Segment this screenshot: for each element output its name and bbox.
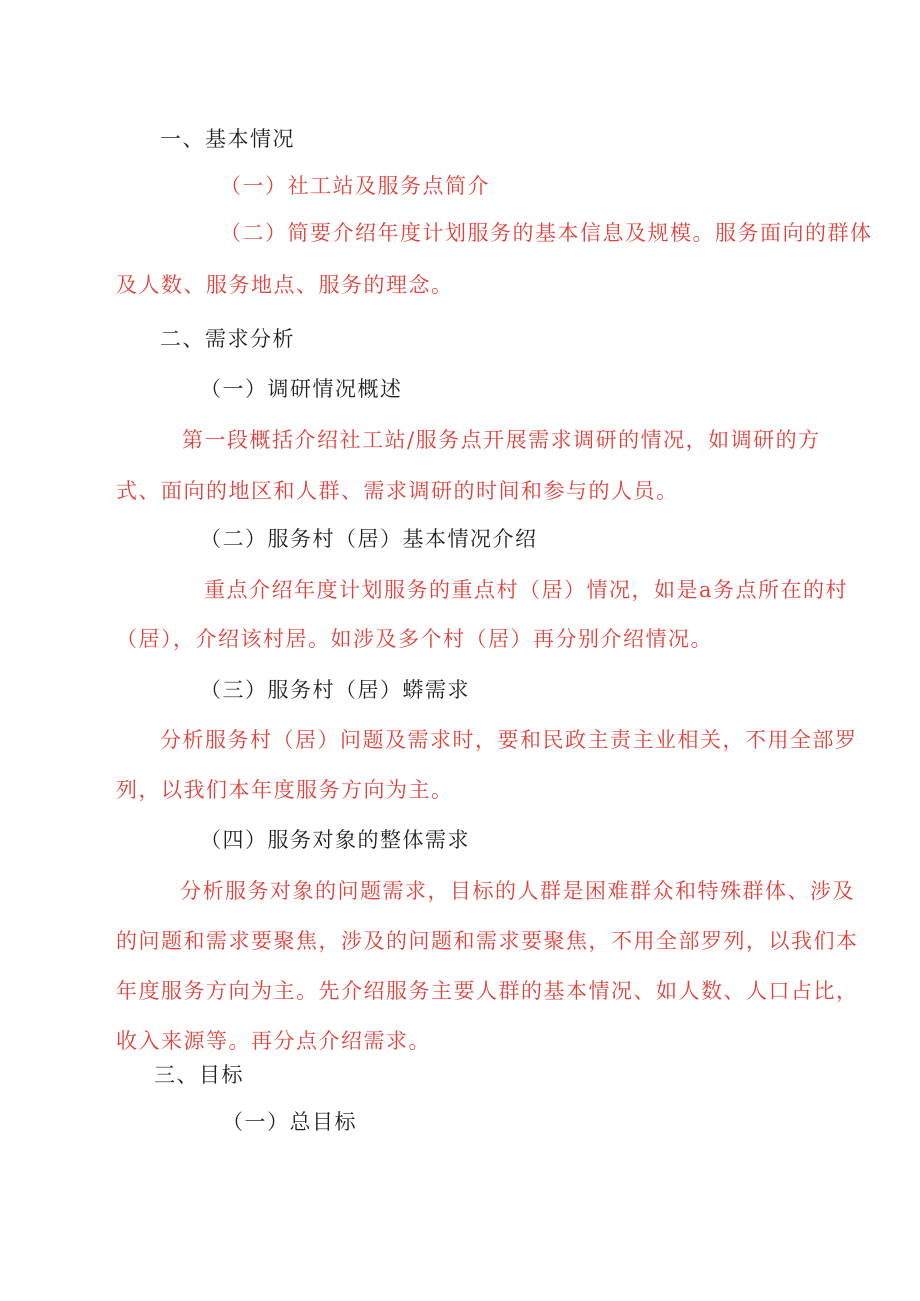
item-plan-overview-line-1: （二）简要介绍年度计划服务的基本信息及规模。服务面向的群体 [220,221,873,245]
village-needs-body-line-1: 分析服务村（居）问题及需求时，要和民政主责主业相关，不用全部罗 [160,728,858,752]
subsection-title-survey: （一）调研情况概述 [200,377,403,401]
client-needs-body-line-4: 收入来源等。再分点介绍需求。 [116,1029,431,1053]
item-plan-overview-line-2: 及人数、服务地点、服务的理念。 [116,273,454,297]
subsection-title-client-needs: （四）服务对象的整体需求 [200,828,470,852]
survey-body-line-1: 第一段概括介绍社工站/服务点开展需求调研的情况，如调研的方 [182,428,821,452]
village-info-body-line-1: 重点介绍年度计划服务的重点村（居）情况，如是a务点所在的村 [204,578,849,602]
village-needs-body-line-2: 列，以我们本年度服务方向为主。 [116,778,454,802]
subsection-title-village-info: （二）服务村（居）基本情况介绍 [200,527,538,551]
item-station-intro: （一）社工站及服务点简介 [220,174,490,198]
subsection-title-village-needs: （三）服务村（居）蟒需求 [200,678,470,702]
section-heading-goals: 三、目标 [154,1063,244,1087]
survey-body-line-2: 式、面向的地区和人群、需求调研的时间和参与的人员。 [116,479,679,503]
section-heading-needs-analysis: 二、需求分析 [160,327,295,351]
village-info-body-line-2: （居），介绍该村居。如涉及多个村（居）再分别介绍情况。 [116,627,713,651]
subsection-title-overall-goal: （一）总目标 [222,1110,357,1134]
client-needs-body-line-1: 分析服务对象的问题需求，目标的人群是困难群众和特殊群体、涉及 [180,879,855,903]
client-needs-body-line-3: 年度服务方向为主。先介绍服务主要人群的基本情况、如人数、人口占比， [116,979,859,1003]
client-needs-body-line-2: 的问题和需求要聚焦，涉及的问题和需求要聚焦，不用全部罗列，以我们本 [116,929,859,953]
section-heading-basic-info: 一、基本情况 [160,127,295,151]
